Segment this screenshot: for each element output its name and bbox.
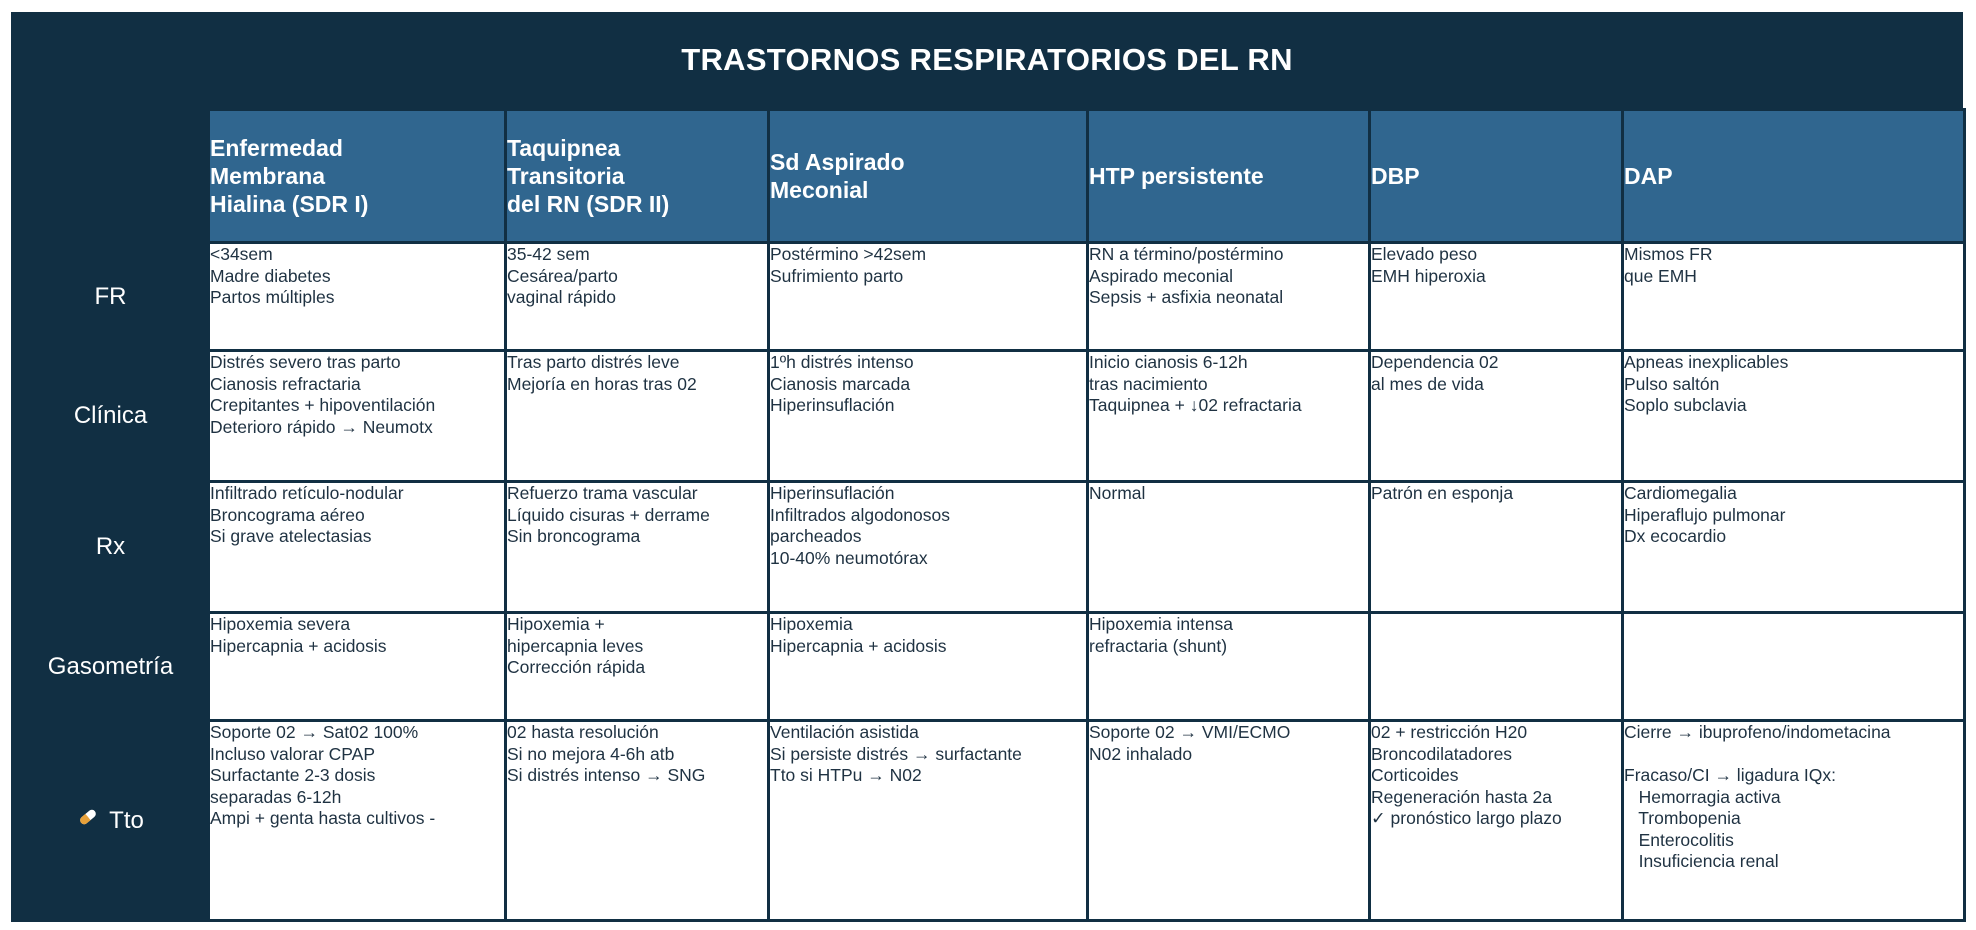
column-header-line: Enfermedad xyxy=(210,134,343,161)
cell-line: Sin broncograma xyxy=(507,526,641,547)
table-cell xyxy=(506,482,769,613)
column-header-line: Transitoria xyxy=(507,162,625,189)
cell-line: Surfactante 2-3 dosis xyxy=(210,765,376,786)
row-header-label: Gasometría xyxy=(47,652,174,680)
column-header xyxy=(769,110,1088,243)
cell-line: Patrón en esponja xyxy=(1371,483,1514,503)
row-header-label: FR xyxy=(94,282,127,310)
table-row xyxy=(13,482,1965,613)
cell-line: Dependencia 02 xyxy=(1371,352,1499,372)
cell-line: Hiperinsuflación xyxy=(770,483,895,503)
table-cell xyxy=(209,613,506,721)
table-cell xyxy=(209,721,506,921)
cell-line: Infiltrados algodonosos xyxy=(770,504,950,525)
column-header xyxy=(1088,110,1370,243)
cell-line: ✓ pronóstico largo plazo xyxy=(1371,808,1562,829)
cell-line: Hemorragia activa xyxy=(1624,786,1781,807)
cell-line: Si persiste distrés → surfactante xyxy=(770,743,1022,764)
table-cell xyxy=(769,613,1088,721)
cell-line: 10-40% neumotórax xyxy=(770,547,928,568)
table-cell xyxy=(1370,482,1623,613)
cell-line: Hiperinsuflación xyxy=(770,395,895,416)
table-cell xyxy=(209,351,506,482)
cell-line: 35-42 sem xyxy=(507,244,590,264)
cell-line: Postérmino >42sem xyxy=(770,244,927,264)
column-header xyxy=(506,110,769,243)
table-row xyxy=(13,243,1965,351)
row-header xyxy=(13,351,209,482)
cell-line: Normal xyxy=(1089,483,1146,503)
cell-line: Si no mejora 4-6h atb xyxy=(507,743,675,764)
cell-line: Líquido cisuras + derrame xyxy=(507,504,710,525)
table-cell xyxy=(1088,721,1370,921)
cell-line: Elevado peso xyxy=(1371,244,1478,264)
pill-icon xyxy=(77,806,99,835)
cell-line: Trombopenia xyxy=(1624,808,1741,829)
cell-line: parcheados xyxy=(770,526,862,547)
table-cell xyxy=(1623,243,1965,351)
table-cell xyxy=(1623,482,1965,613)
column-header-line: Sd Aspirado xyxy=(770,148,905,175)
table-cell xyxy=(506,351,769,482)
cell-line: tras nacimiento xyxy=(1089,373,1208,394)
cell-line: Ventilación asistida xyxy=(770,722,919,742)
cell-line: Infiltrado retículo-nodular xyxy=(210,483,404,503)
cell-line: Sepsis + asfixia neonatal xyxy=(1089,287,1284,308)
table-cell xyxy=(1370,721,1623,921)
cell-line: Cierre → ibuprofeno/indometacina xyxy=(1624,722,1891,742)
column-header xyxy=(209,110,506,243)
cell-line: Si distrés intenso → SNG xyxy=(507,765,706,786)
row-header xyxy=(13,482,209,613)
column-header-line: HTP persistente xyxy=(1089,162,1264,189)
table-cell xyxy=(769,482,1088,613)
cell-line: Distrés severo tras parto xyxy=(210,352,401,372)
row-header xyxy=(13,721,209,921)
cell-line: Cardiomegalia xyxy=(1624,483,1737,503)
column-header-line: DBP xyxy=(1371,162,1420,189)
table-cell xyxy=(1623,721,1965,921)
cell-line: Hipoxemia severa xyxy=(210,614,351,634)
cell-line: vaginal rápido xyxy=(507,287,616,308)
table-cell xyxy=(1623,613,1965,721)
table-cell xyxy=(1370,613,1623,721)
cell-line: Hipoxemia intensa xyxy=(1089,614,1233,634)
cell-line: refractaria (shunt) xyxy=(1089,635,1228,656)
table-row xyxy=(13,721,1965,921)
column-header-line: del RN (SDR II) xyxy=(507,191,670,218)
table-cell xyxy=(209,243,506,351)
cell-line: Soporte 02 → Sat02 100% xyxy=(210,722,419,742)
cell-line: Hiperaflujo pulmonar xyxy=(1624,504,1786,525)
table-cell xyxy=(1088,351,1370,482)
table-frame xyxy=(11,12,1963,916)
cell-line: Madre diabetes xyxy=(210,265,331,286)
comparison-table xyxy=(11,108,1966,922)
table-cell xyxy=(1088,613,1370,721)
cell-line: Refuerzo trama vascular xyxy=(507,483,698,503)
cell-line: Hipoxemia xyxy=(770,614,853,634)
table-cell xyxy=(506,721,769,921)
column-header-line: Hialina (SDR I) xyxy=(210,191,369,218)
table-cell xyxy=(1088,243,1370,351)
table-cell xyxy=(769,351,1088,482)
cell-line: Corticoides xyxy=(1371,765,1459,786)
row-header-label: Rx xyxy=(95,533,126,560)
cell-line: Tras parto distrés leve xyxy=(507,352,680,372)
row-header xyxy=(13,243,209,351)
table-cell xyxy=(769,243,1088,351)
cell-line: Cianosis refractaria xyxy=(210,373,361,394)
cell-line: Insuficiencia renal xyxy=(1624,851,1779,872)
cell-line: Partos múltiples xyxy=(210,287,335,308)
cell-line: Mejoría en horas tras 02 xyxy=(507,373,697,394)
cell-line: separadas 6-12h xyxy=(210,786,342,807)
cell-line: Mismos FR xyxy=(1624,244,1713,264)
cell-line: Soporte 02 → VMI/ECMO xyxy=(1089,722,1291,742)
cell-line: hipercapnia leves xyxy=(507,635,644,656)
cell-line: Ampi + genta hasta cultivos - xyxy=(210,808,436,829)
column-header-line: DAP xyxy=(1624,162,1673,189)
cell-line: Sufrimiento parto xyxy=(770,265,904,286)
cell-line xyxy=(1624,744,1963,766)
column-header-line: Taquipnea xyxy=(507,134,621,161)
cell-line: Tto si HTPu → N02 xyxy=(770,765,922,786)
cell-line: Pulso saltón xyxy=(1624,373,1720,394)
row-header-label: Tto xyxy=(109,807,144,834)
cell-line: Broncograma aéreo xyxy=(210,504,365,525)
cell-line: Hipercapnia + acidosis xyxy=(210,635,387,656)
cell-line: RN a término/postérmino xyxy=(1089,244,1284,264)
cell-line: Soplo subclavia xyxy=(1624,395,1747,416)
cell-line: 02 hasta resolución xyxy=(507,722,659,742)
cell-line: Broncodilatadores xyxy=(1371,743,1513,764)
cell-line: Si grave atelectasias xyxy=(210,526,372,547)
cell-line: Regeneración hasta 2a xyxy=(1371,786,1552,807)
cell-line: al mes de vida xyxy=(1371,373,1484,394)
cell-line: Enterocolitis xyxy=(1624,829,1734,850)
cell-line: Apneas inexplicables xyxy=(1624,352,1789,372)
table-cell xyxy=(1370,351,1623,482)
cell-line: Taquipnea + ↓02 refractaria xyxy=(1089,395,1302,416)
column-header-line: Membrana xyxy=(210,162,326,189)
table-cell xyxy=(506,613,769,721)
cell-line: Fracaso/CI → ligadura IQx: xyxy=(1624,765,1837,786)
cell-line: Inicio cianosis 6-12h xyxy=(1089,352,1248,372)
cell-line: Corrección rápida xyxy=(507,657,646,678)
cell-line: Deterioro rápido → Neumotx xyxy=(210,416,433,437)
cell-line: Aspirado meconial xyxy=(1089,265,1233,286)
row-header xyxy=(13,613,209,721)
row-header-label: Clínica xyxy=(73,402,148,429)
cell-line: Hipoxemia + xyxy=(507,614,605,634)
column-header-line: Meconial xyxy=(770,177,869,203)
table-row xyxy=(13,613,1965,721)
cell-line: que EMH xyxy=(1624,265,1697,286)
cell-line: Crepitantes + hipoventilación xyxy=(210,395,436,416)
table-title: TRASTORNOS RESPIRATORIOS DEL RN xyxy=(681,42,1293,77)
corner-cell xyxy=(13,110,209,243)
table-cell xyxy=(1088,482,1370,613)
cell-line: N02 inhalado xyxy=(1089,743,1193,764)
cell-line: Dx ecocardio xyxy=(1624,526,1727,547)
cell-line: Hipercapnia + acidosis xyxy=(770,635,947,656)
cell-line: EMH hiperoxia xyxy=(1371,265,1486,286)
table-cell xyxy=(1623,351,1965,482)
cell-line: Cesárea/parto xyxy=(507,265,618,286)
column-header xyxy=(1370,110,1623,243)
table-cell xyxy=(506,243,769,351)
cell-line: <34sem xyxy=(210,244,273,264)
cell-line: 02 + restricción H20 xyxy=(1371,722,1528,742)
table-cell xyxy=(769,721,1088,921)
table-cell xyxy=(209,482,506,613)
cell-line: 1ºh distrés intenso xyxy=(770,352,914,372)
header-row xyxy=(13,110,1965,243)
table-row xyxy=(13,351,1965,482)
cell-line: Incluso valorar CPAP xyxy=(210,743,376,764)
table-cell xyxy=(1370,243,1623,351)
cell-line: Cianosis marcada xyxy=(770,373,911,394)
column-header xyxy=(1623,110,1965,243)
